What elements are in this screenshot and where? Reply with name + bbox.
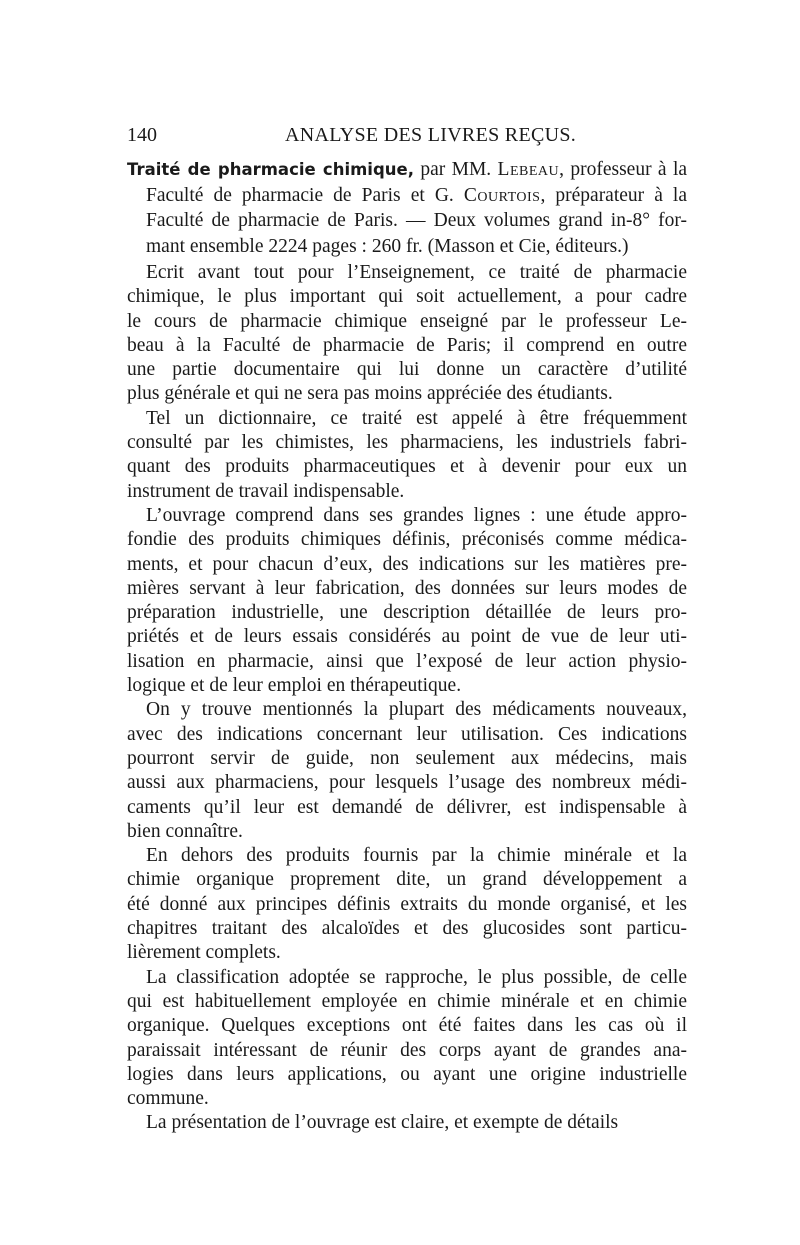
paragraph [127,844,687,965]
text-line: préparation industrielle, une description détaillée de leurs pro- [127,602,687,624]
text-line: pourront servir de guide, non seulement aux médecins, mais [127,747,687,769]
text-line: chimique, le plus important qui soit actuellement, a pour cadre [127,286,687,308]
paragraph [127,966,687,1112]
text-line: caments qu’il leur est demandé de délivrer, est indispensable à [127,796,687,818]
entry-line-2 [127,183,687,209]
text-line: commune. [127,1088,209,1110]
text-line: ments, et pour chacun d’eux, des indications sur les matières pre- [127,553,687,575]
entry-line-4: mant ensemble 2224 pages : 260 fr. (Masson et Cie, éditeurs.) [146,235,629,257]
text-line: mières servant à leur fabrication, des données sur leurs modes de [127,577,687,599]
text-line: En dehors des produits fournis par la chimie minérale et la [146,845,687,867]
text-line: été donné aux principes définis extraits du monde organisé, et les [127,893,687,915]
text-line: qui est habituellement employée en chimie minérale et en chimie [127,990,687,1012]
text-line: instrument de travail indispensable. [127,480,405,502]
page-header [127,120,687,150]
entry-line-1 [127,157,687,183]
text-line: plus générale et qui ne sera pas moins appréciée des étudiants. [127,383,613,405]
text-line: chapitres traitant des alcaloïdes et des glucosides sont particu- [127,918,687,940]
text-line: fondie des produits chimiques définis, préconisés comme médica- [127,529,687,551]
text-line: quant des produits pharmaceutiques et à devenir pour eux un [127,456,687,478]
text-line: lièrement complets. [127,942,281,964]
text-line: beau à la Faculté de pharmacie de Paris; il comprend en outre [127,334,687,356]
text-line: Tel un dictionnaire, ce traité est appelé à être fréquemment [146,407,687,429]
text-line: On y trouve mentionnés la plupart des médicaments nouveaux, [146,699,687,721]
entry-line-2-text: Faculté de pharmacie de Paris et G. [146,184,464,206]
author-name: Courtois [463,184,541,206]
text-line: consulté par les chimistes, les pharmaciens, les industriels fabri- [127,432,687,454]
text-line: le cours de pharmacie chimique enseigné par le professeur Le- [127,310,687,332]
text-line: La classification adoptée se rapproche, le plus possible, de celle [146,966,687,988]
text-line: lisation en pharmacie, ainsi que l’exposé de leur action physio- [127,650,687,672]
paragraph [127,407,687,504]
text-line: Ecrit avant tout pour l’Enseignement, ce traité de pharmacie [146,262,687,283]
author-name: Lebeau [497,159,560,180]
paragraph [127,1111,687,1135]
running-title: ANALYSE DES LIVRES REÇUS. [285,124,577,146]
text-line: paraissait intéressant de réunir des corps ayant de grandes ana- [127,1039,687,1061]
paragraph [127,504,687,698]
paragraph [127,261,687,407]
book-title: Traité de pharmacie chimique, [127,160,414,179]
entry-line-2-tail: , préparateur à la [540,184,688,206]
text-line: avec des indications concernant leur utilisation. Ces indications [127,723,687,745]
text-line: logique et de leur emploi en thérapeutique. [127,675,462,697]
text-line: une partie documentaire qui lui donne un caractère d’utilité [127,359,687,381]
text-line: La présentation de l’ouvrage est claire, et exempte de détails [146,1112,619,1134]
entry-line-1-tail: , professeur à la [559,159,688,180]
paragraph [127,698,687,844]
text-line: logies dans leurs applications, ou ayant une origine industrielle [127,1063,687,1085]
book-entry [127,157,687,259]
text-line: L’ouvrage comprend dans ses grandes lignes : une étude appro- [146,504,687,526]
text-line: chimie organique proprement dite, un grand développement a [127,869,687,891]
page-number: 140 [127,124,157,146]
text-line: priétés et de leurs essais considérés au point de vue de leur uti- [127,626,687,648]
entry-line-3: Faculté de pharmacie de Paris. — Deux volumes grand in-8° for- [146,210,687,231]
body-text [127,261,687,1136]
text-line: bien connaître. [127,820,243,842]
text-line: organique. Quelques exceptions ont été faites dans les cas où il [127,1015,687,1037]
entry-line-1-text: par MM. [413,159,498,180]
text-line: aussi aux pharmaciens, pour lesquels l’usage des nombreux médi- [127,772,687,794]
